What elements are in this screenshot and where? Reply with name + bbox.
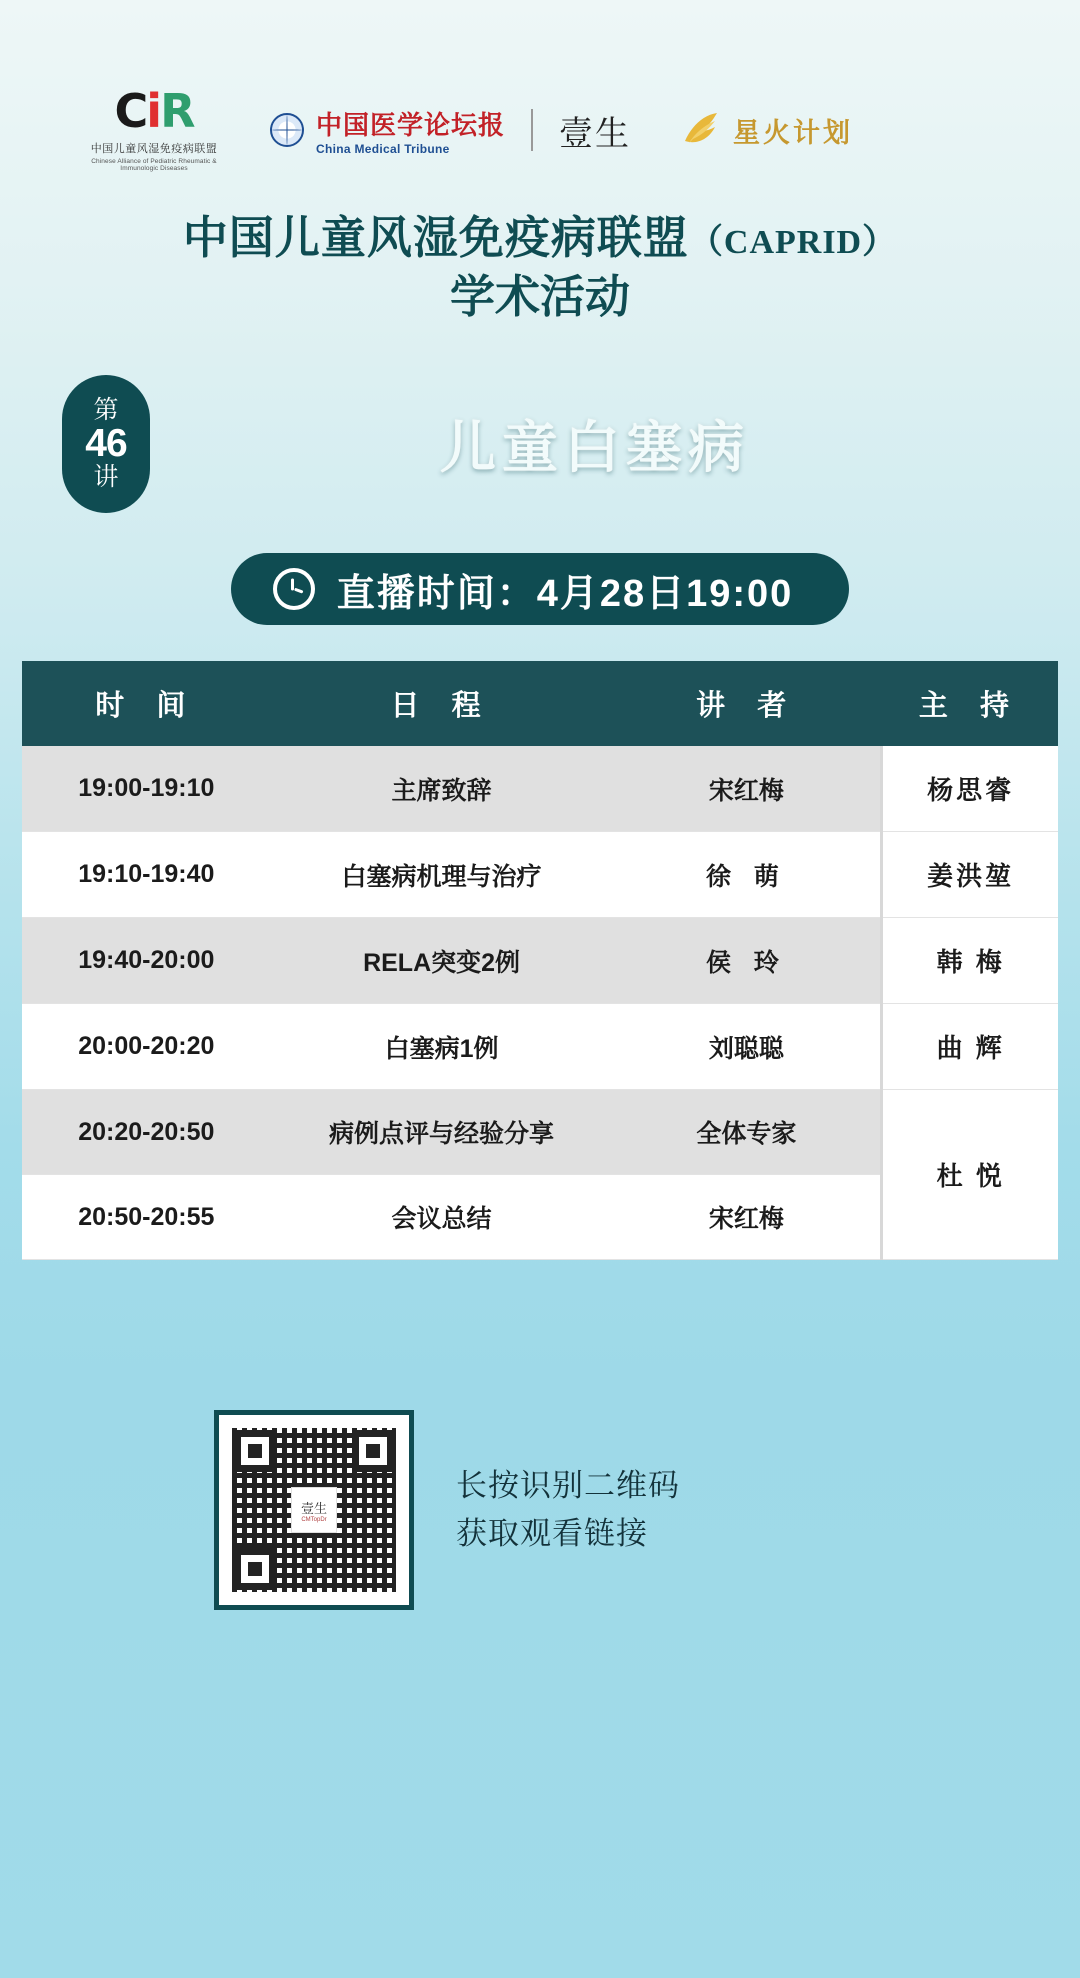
cell-host: 杨思睿	[882, 746, 1058, 832]
cell-agenda: 会议总结	[271, 1175, 613, 1260]
table-row	[22, 1090, 1058, 1175]
qr-instruction-line2: 获取观看链接	[456, 1516, 648, 1551]
header-host: 主 持	[882, 661, 1058, 746]
cell-time: 20:50-20:55	[22, 1175, 271, 1260]
logo-bar	[0, 0, 1080, 190]
badge-top: 第	[93, 396, 119, 425]
cir-logo-en: Chinese Alliance of Pediatric Rheumatic & Immunologic Diseases	[91, 158, 217, 172]
cell-time: 19:40-20:00	[22, 918, 271, 1004]
cmt-logo-en: China Medical Tribune	[316, 141, 450, 156]
qr-finder-top-right	[352, 1430, 394, 1472]
cmt-sub-brand: 壹生	[559, 114, 632, 153]
qr-finder-top-left	[234, 1430, 276, 1472]
headline-sub: 学术活动	[449, 270, 630, 322]
cell-agenda: 白塞病机理与治疗	[271, 832, 613, 918]
header-agenda: 日 程	[271, 661, 613, 746]
table-row	[22, 1004, 1058, 1090]
header-time: 时 间	[22, 661, 271, 746]
cell-time: 20:20-20:50	[22, 1090, 271, 1175]
cell-time: 19:10-19:40	[22, 832, 271, 918]
table-row	[22, 832, 1058, 918]
header-speaker: 讲 者	[613, 661, 882, 746]
qr-instruction	[456, 1462, 680, 1558]
cmt-logo-cn: 中国医学论坛报	[316, 110, 506, 141]
cell-speaker: 刘聪聪	[613, 1004, 882, 1090]
clock-icon	[273, 568, 315, 610]
headline-main: 中国儿童风湿免疫病联盟	[182, 212, 689, 263]
cell-agenda: RELA突变2例	[271, 918, 613, 1004]
cell-host: 韩 梅	[882, 918, 1058, 1004]
cell-time: 20:00-20:20	[22, 1004, 271, 1090]
table-header-row	[22, 661, 1058, 746]
flame-icon	[677, 107, 723, 153]
cell-agenda: 主席致辞	[271, 746, 613, 832]
cell-agenda: 病例点评与经验分享	[271, 1090, 613, 1175]
cell-agenda: 白塞病1例	[271, 1004, 613, 1090]
logo-china-medical-tribune	[270, 105, 631, 156]
cell-speaker: 侯 玲	[613, 918, 882, 1004]
globe-icon	[270, 113, 304, 147]
live-time-text: 直播时间：4月28日19:00	[336, 572, 794, 615]
qr-code[interactable]	[214, 1410, 414, 1610]
table-row	[22, 746, 1058, 832]
page-title	[0, 208, 1080, 325]
logo-xinghuo-plan	[677, 107, 853, 153]
cell-speaker: 宋红梅	[613, 1175, 882, 1260]
qr-finder-bottom-left	[234, 1548, 276, 1590]
cir-mark-icon: CiR	[114, 84, 194, 138]
qr-code-image	[232, 1428, 396, 1592]
qr-section	[0, 1410, 1080, 1610]
qr-center-sub: CMTopDr	[301, 1516, 327, 1523]
cell-speaker: 宋红梅	[613, 746, 882, 832]
headline-paren: （CAPRID）	[688, 224, 898, 261]
qr-center-label: 壹生	[300, 1500, 327, 1516]
cell-host: 姜洪堃	[882, 832, 1058, 918]
cell-speaker: 徐 萌	[613, 832, 882, 918]
badge-bottom: 讲	[93, 463, 119, 492]
cell-host: 杜 悦	[882, 1090, 1058, 1260]
topic-row	[0, 369, 1080, 519]
cell-speaker: 全体专家	[613, 1090, 882, 1175]
logo-divider	[531, 109, 533, 151]
cell-host: 曲 辉	[882, 1004, 1058, 1090]
table-row	[22, 918, 1058, 1004]
badge-number: 46	[85, 421, 127, 465]
qr-instruction-line1: 长按识别二维码	[456, 1467, 680, 1503]
logo-caprid	[84, 84, 224, 172]
cir-logo-cn: 中国儿童风湿免疫病联盟	[90, 143, 218, 155]
live-time-banner	[231, 553, 850, 625]
lecture-number-badge	[62, 375, 150, 513]
cell-time: 19:00-19:10	[22, 746, 271, 832]
topic-title: 儿童白塞病	[440, 416, 750, 479]
qr-center-logo	[291, 1487, 337, 1533]
schedule-table	[22, 661, 1058, 1260]
xinghuo-label: 星火计划	[733, 117, 854, 148]
